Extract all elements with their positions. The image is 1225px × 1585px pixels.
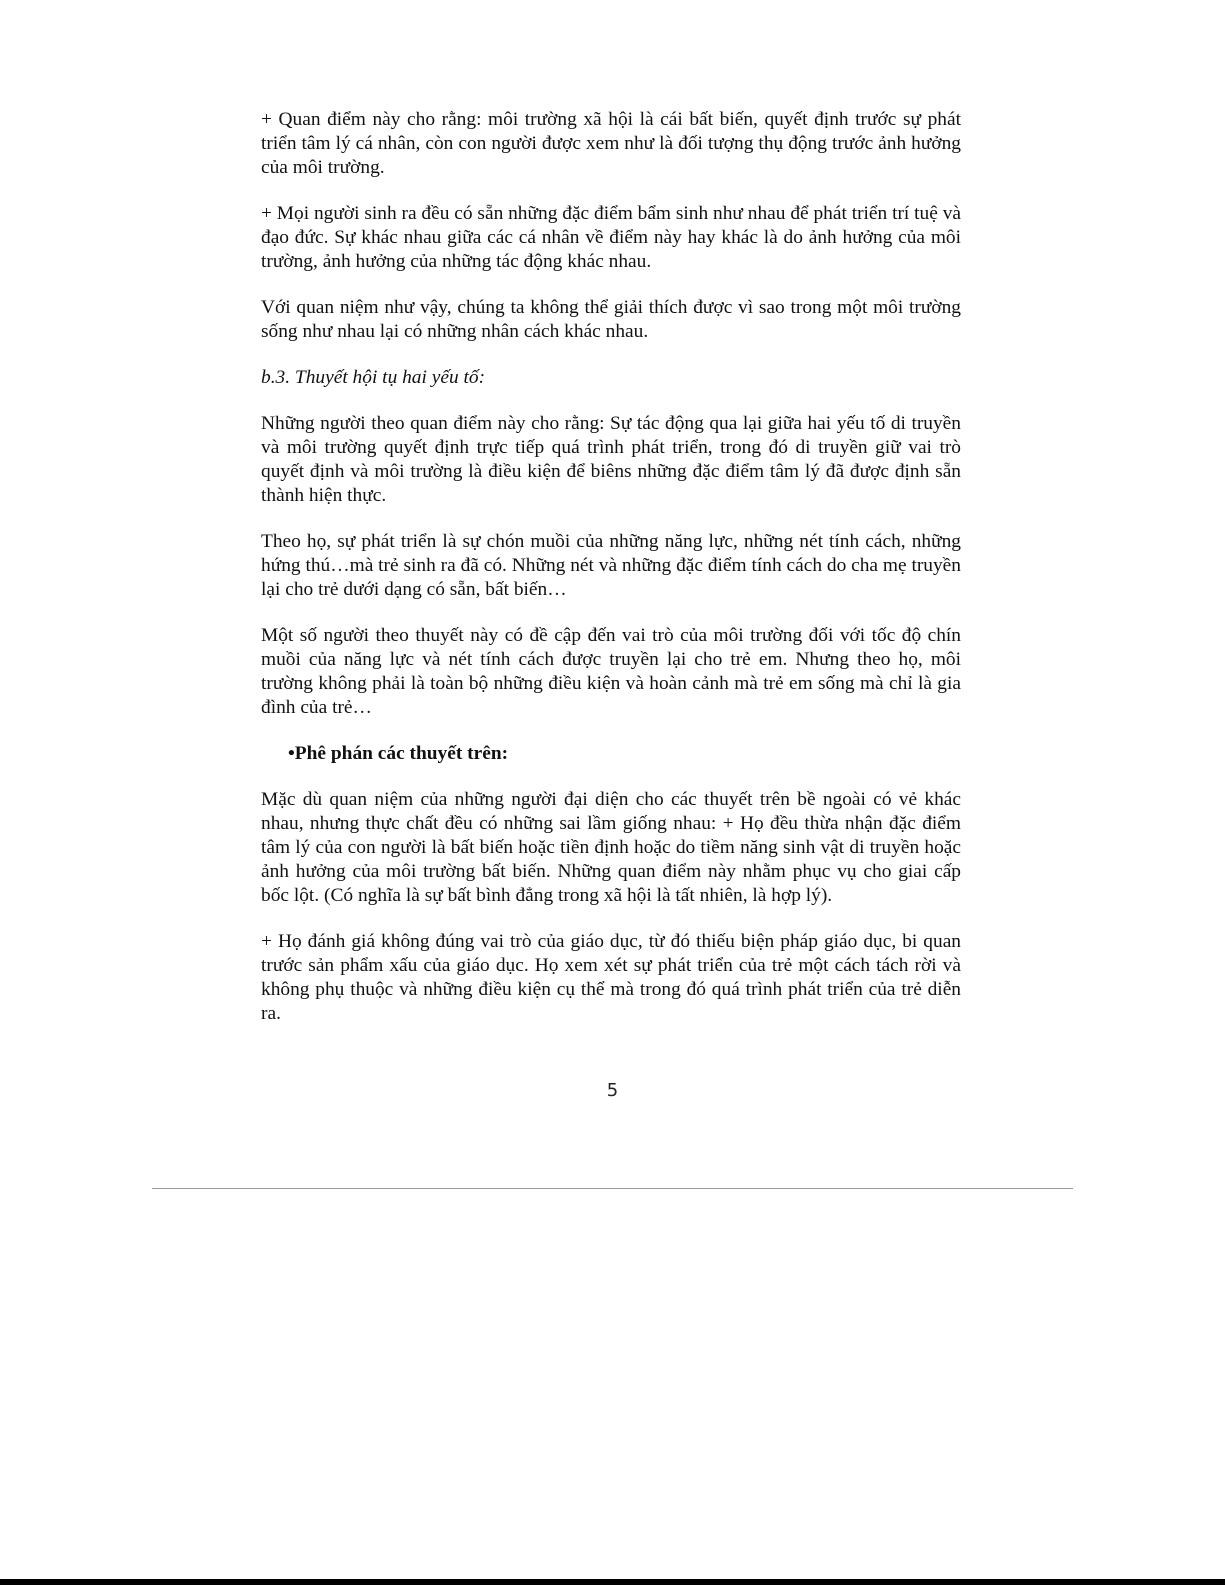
- critique-heading: •Phê phán các thuyết trên:: [288, 743, 509, 764]
- paragraph-critique-2: + Họ đánh giá không đúng vai trò của giáo dục, từ đó thiếu biện pháp giáo dục, bi quan trước sản phẩm xấu của giáo dục. Họ xem xét sự phát triển của trẻ một cách tách rời và không phụ thuộc và những điều kiện cụ thể mà trong đó quá trình phát triển của trẻ diễn ra.: [261, 931, 961, 1024]
- paragraph-environment-role: Một số người theo thuyết này có đề cập đến vai trò của môi trường đối với tốc độ chín muồi của năng lực và nét tính cách được truyền lại cho trẻ em. Nhưng theo họ, môi trường không phải là toàn bộ những điều kiện và hoàn cảnh mà trẻ em sống mà chỉ là gia đình của trẻ…: [261, 625, 961, 718]
- section-heading-b3: b.3. Thuyết hội tụ hai yếu tố:: [261, 367, 486, 388]
- bottom-edge-bar: [0, 1579, 1225, 1585]
- paragraph-convergence-theory: Những người theo quan điểm này cho rằng: Sự tác động qua lại giữa hai yếu tố di truyền và môi trường quyết định trực tiếp quá trình phát triển, trong đó di truyền giữ vai trò quyết định và môi trường là điều kiện để biêns những đặc điểm tâm lý đã được định sẵn thành hiện thực.: [261, 413, 961, 506]
- paragraph-conclusion: Với quan niệm như vậy, chúng ta không thể giải thích được vì sao trong một môi trường sống như nhau lại có những nhân cách khác nhau.: [261, 297, 961, 342]
- page-body: [261, 108, 961, 1048]
- page-number: 5: [606, 1080, 619, 1101]
- paragraph-critique-1: Mặc dù quan niệm của những người đại diện cho các thuyết trên bề ngoài có vẻ khác nhau, nhưng thực chất đều có những sai lầm giống nhau: + Họ đều thừa nhận đặc điểm tâm lý của con người là bất biến hoặc tiền định hoặc do tiềm năng sinh vật di truyền hoặc ảnh hưởng của môi trường bất biến. Những quan điểm này nhằm phục vụ cho giai cấp bốc lột. (Có nghĩa là sự bất bình đẳng trong xã hội là tất nhiên, là hợp lý).: [261, 789, 961, 906]
- paragraph-innate-traits: + Mọi người sinh ra đều có sẵn những đặc điểm bẩm sinh như nhau để phát triển trí tuệ và đạo đức. Sự khác nhau giữa các cá nhân về điểm này hay khác là do ảnh hưởng của môi trường, ảnh hưởng của những tác động khác nhau.: [261, 203, 962, 272]
- paragraph-maturation: Theo họ, sự phát triển là sự chón muồi của những năng lực, những nét tính cách, những hứng thú…mà trẻ sinh ra đã có. Những nét và những đặc điểm tính cách do cha mẹ truyền lại cho trẻ dưới dạng có sẵn, bất biến…: [261, 531, 961, 600]
- page-divider: [152, 1188, 1073, 1189]
- paragraph-environment-view: + Quan điểm này cho rằng: môi trường xã hội là cái bất biến, quyết định trước sự phát triển tâm lý cá nhân, còn con người được xem như là đối tượng thụ động trước ảnh hưởng của môi trường.: [261, 109, 961, 178]
